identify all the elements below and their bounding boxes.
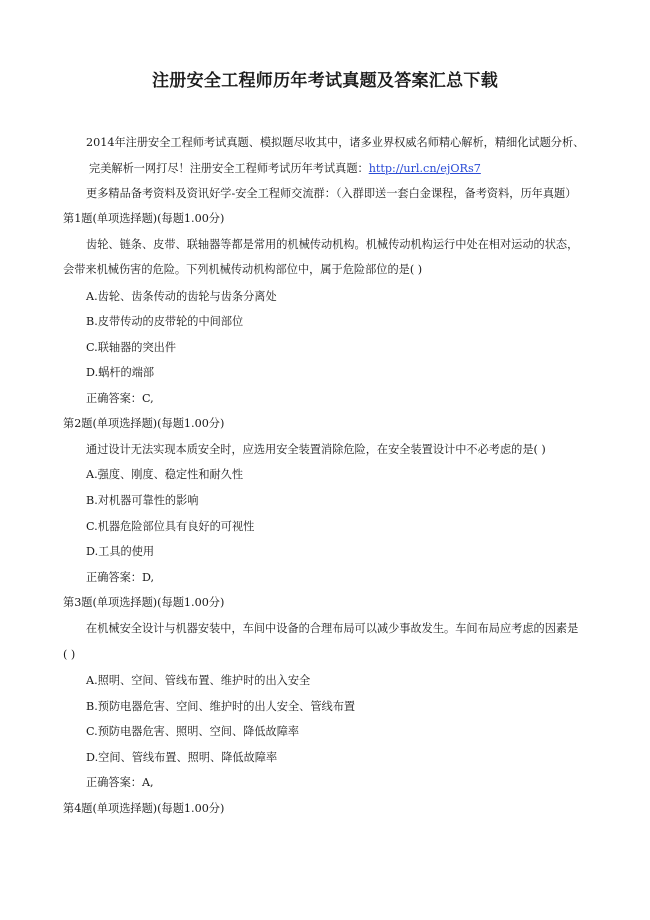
question-2-text-line-1: 通过设计无法实现本质安全时，应选用安全装置消除危险，在安全装置设计中不必考虑的是( ): [86, 443, 546, 456]
question-3-answer: 正确答案：A,: [86, 776, 154, 789]
question-3-option-a[interactable]: A.照明、空间、管线布置、维护时的出入安全: [86, 674, 311, 687]
question-4-header: 第4题(单项选择题)(每题1.00分): [63, 802, 225, 815]
question-2-option-c[interactable]: C.机器危险部位具有良好的可视性: [86, 520, 255, 533]
question-3-header: 第3题(单项选择题)(每题1.00分): [63, 596, 225, 609]
intro-line-2: [89, 162, 481, 176]
exam-link[interactable]: http://url.cn/ejORs7: [368, 162, 481, 175]
question-3-option-d[interactable]: D.空间、管线布置、照明、降低故障率: [86, 751, 278, 764]
question-2-option-d[interactable]: D.工具的使用: [86, 545, 155, 558]
question-3-text-line-2: ( ): [63, 648, 76, 661]
question-1-option-a[interactable]: A.齿轮、齿条传动的齿轮与齿条分离处: [86, 290, 277, 303]
question-1-text-line-2: 会带来机械伤害的危险。下列机械传动机构部位中，属于危险部位的是( ): [63, 263, 423, 276]
intro-line-2-text: 完美解析一网打尽！注册安全工程师考试历年考试真题：: [89, 162, 369, 175]
question-3-option-b[interactable]: B.预防电器危害、空间、维护时的出人安全、管线布置: [86, 700, 356, 713]
question-3-option-c[interactable]: C.预防电器危害、照明、空间、降低故障率: [86, 725, 300, 738]
question-2-option-a[interactable]: A.强度、刚度、稳定性和耐久性: [86, 468, 244, 481]
question-1-option-b[interactable]: B.皮带传动的皮带轮的中间部位: [86, 315, 244, 328]
question-1-option-d[interactable]: D.蜗杆的端部: [86, 366, 155, 379]
question-1-text-line-1: 齿轮、链条、皮带、联轴器等都是常用的机械传动机构。机械传动机构运行中处在相对运动的状态，: [86, 238, 579, 251]
question-2-option-b[interactable]: B.对机器可靠性的影响: [86, 494, 199, 507]
intro-line-1: 2014年注册安全工程师考试真题、模拟题尽收其中，诸多业界权威名师精心解析，精细化试题分析、: [86, 136, 585, 149]
question-1-answer: 正确答案：C,: [86, 392, 154, 405]
question-3-text-line-1: 在机械安全设计与机器安装中，车间中设备的合理布局可以减少事故发生。车间布局应考虑的因素是: [86, 622, 579, 635]
page-title: 注册安全工程师历年考试真题及答案汇总下载: [152, 71, 498, 91]
question-2-header: 第2题(单项选择题)(每题1.00分): [63, 417, 225, 430]
question-2-answer: 正确答案：D,: [86, 571, 155, 584]
intro-more-line: 更多精品备考资料及资讯好学-安全工程师交流群：（入群即送一套白金课程，备考资料，历年真题）: [86, 187, 577, 200]
question-1-header: 第1题(单项选择题)(每题1.00分): [63, 212, 225, 225]
question-1-option-c[interactable]: C.联轴器的突出件: [86, 341, 177, 354]
